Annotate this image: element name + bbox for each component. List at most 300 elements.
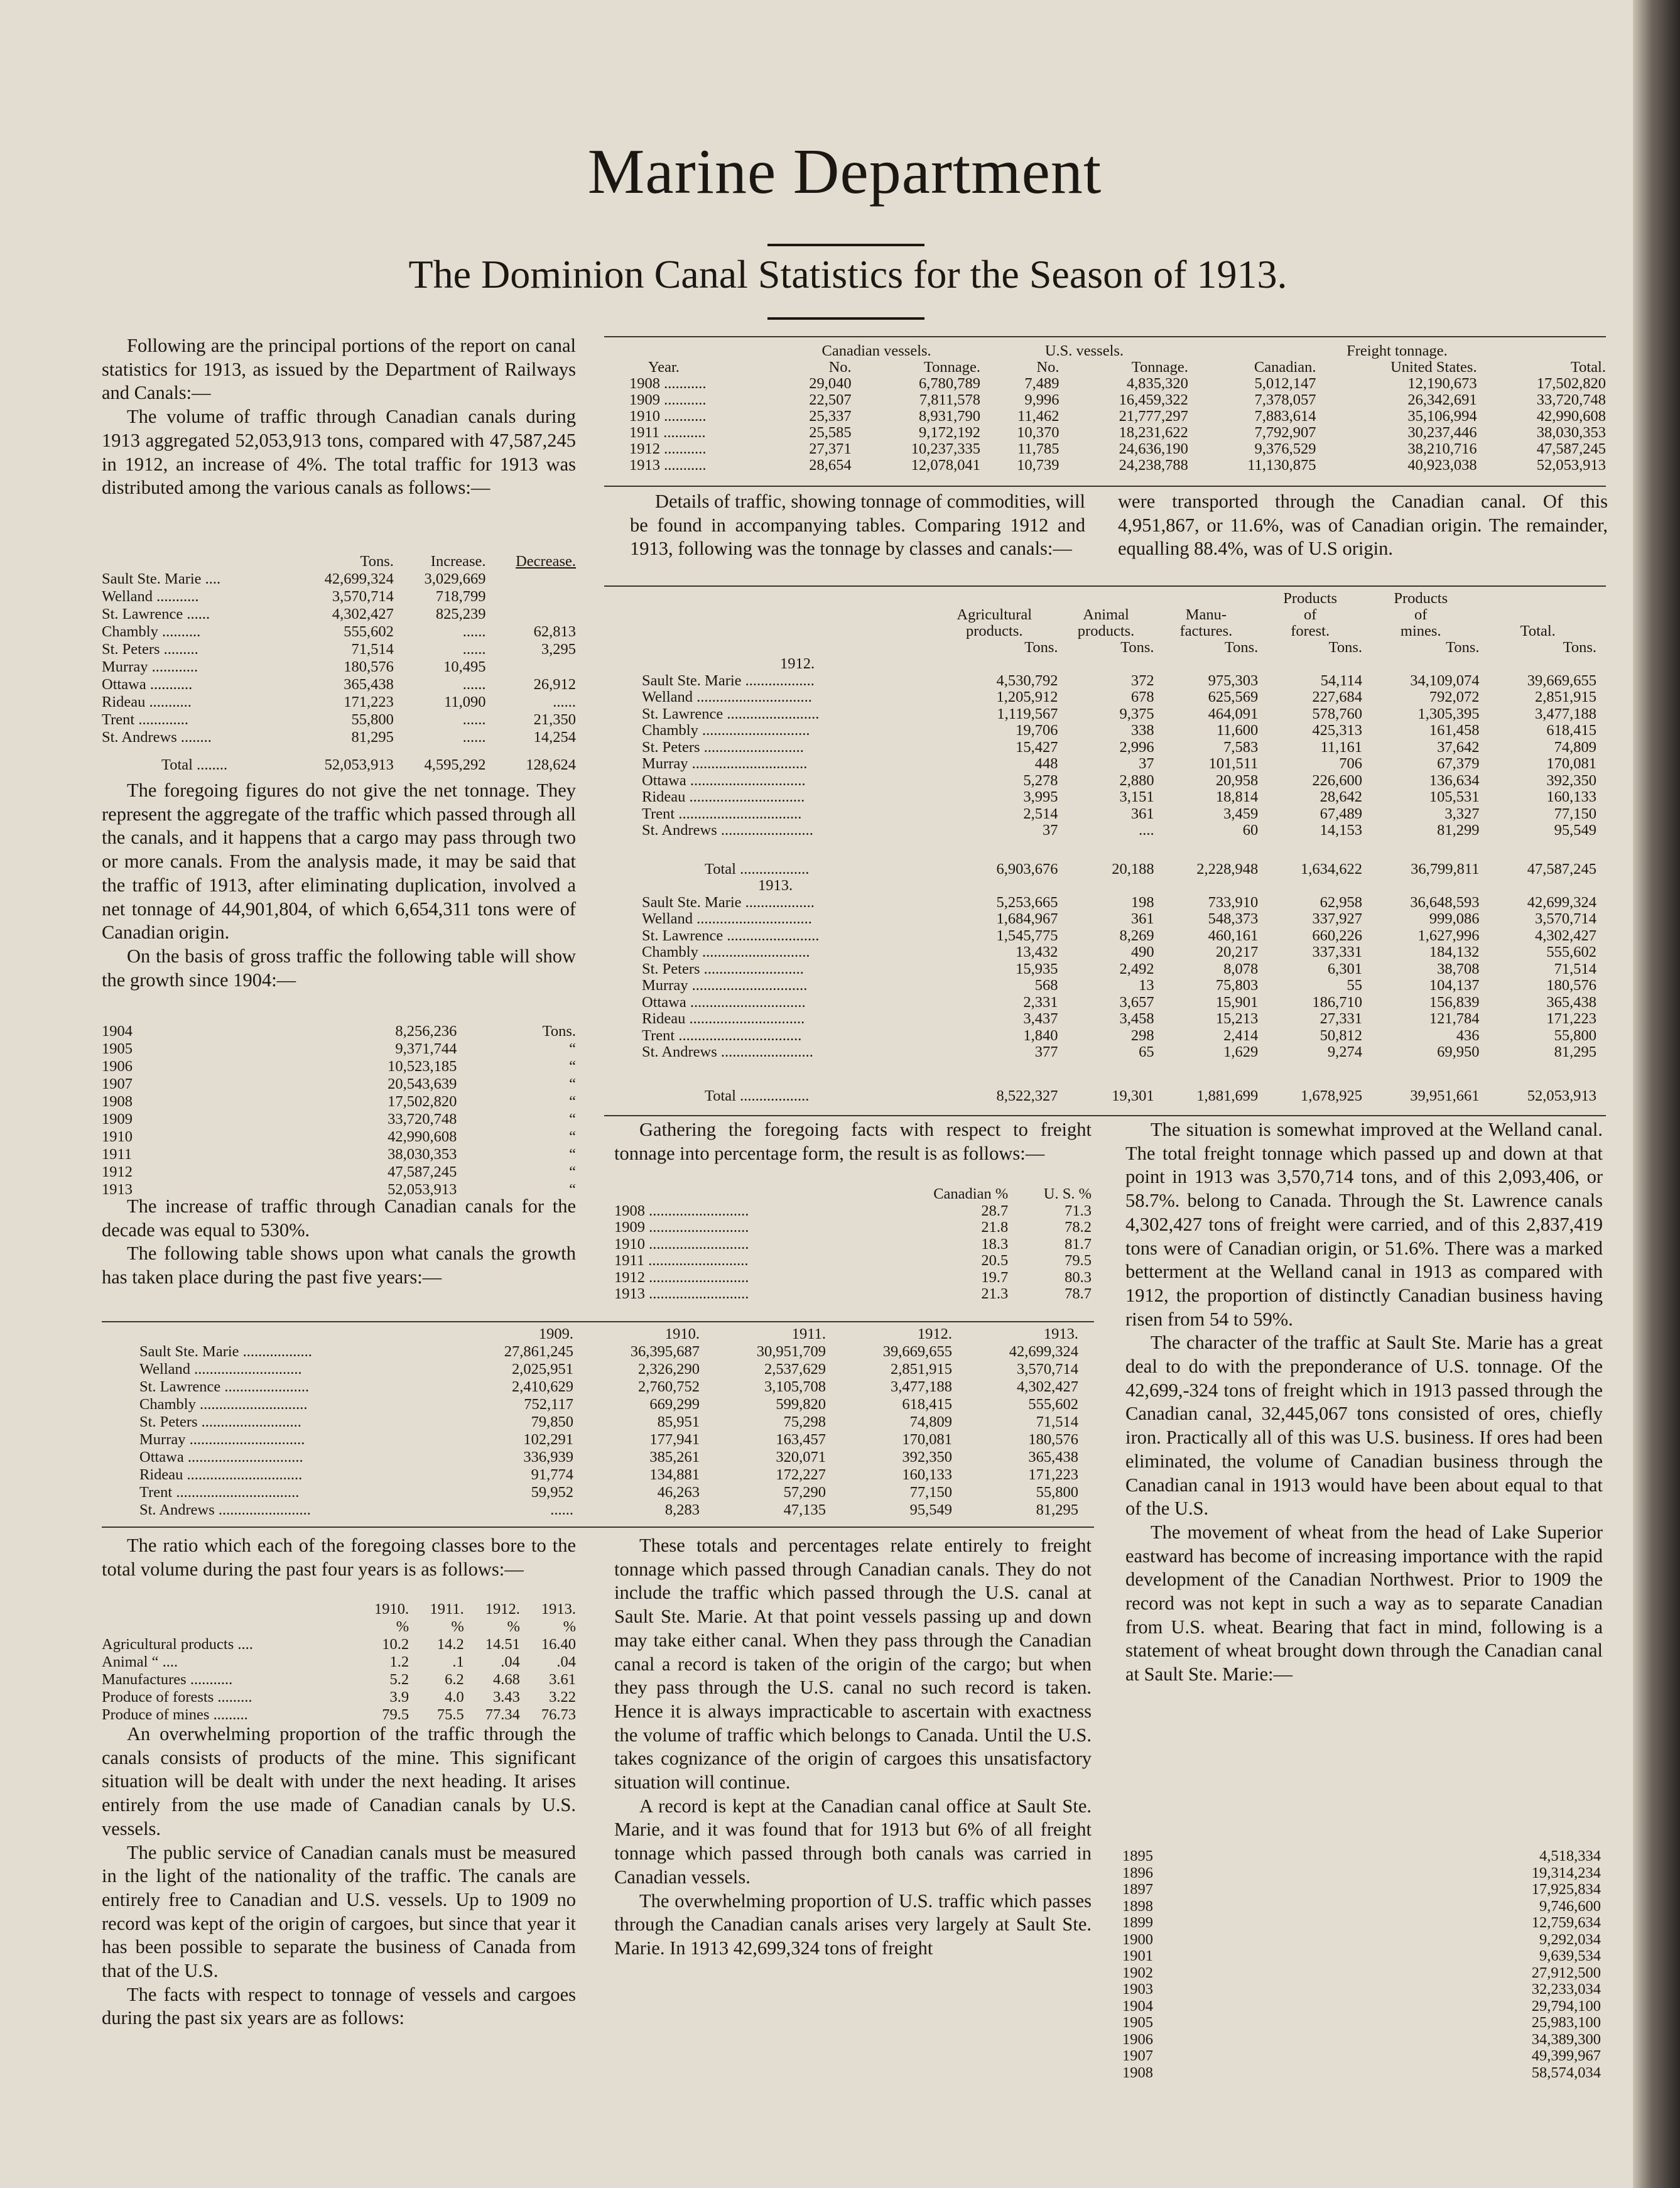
table-cell: 6,301: [1327, 960, 1363, 977]
row-label: St. Peters ..........................: [139, 1413, 301, 1430]
table-cell: 3,657: [1119, 993, 1154, 1011]
paragraph: A record is kept at the Canadian canal office at Sault Ste. Marie, and it was found that for 1913 but 6% of all freight tonnage which passed through both canals was carried in Canadian vessels.: [614, 1795, 1092, 1888]
table-row: [102, 1671, 576, 1689]
year-label: 1912.: [780, 655, 815, 672]
table-cell: 678: [1130, 689, 1154, 705]
table-cell: 1,678,925: [1301, 1087, 1363, 1104]
table-row: [642, 1027, 1596, 1044]
col-header-line: of: [1303, 606, 1317, 623]
col-header-line: products.: [1077, 623, 1135, 640]
table-cell: 28.7: [981, 1202, 1009, 1219]
table-cell: 9,292,034: [1539, 1930, 1601, 1948]
table-cell: 128,624: [526, 756, 576, 773]
percentage-intro: [614, 1118, 1092, 1165]
col-header-line: Tons.: [1024, 639, 1058, 656]
table-cell: 75.5: [436, 1706, 464, 1723]
table-cell: 29,040: [809, 375, 852, 392]
row-label: 1906: [1122, 2031, 1153, 2048]
table-cell: 80.3: [1065, 1268, 1092, 1286]
table-cell: 59,952: [531, 1484, 573, 1501]
table-row: [629, 425, 1606, 441]
year-row: [642, 878, 1596, 894]
table-cell: 3,459: [1223, 805, 1259, 822]
table-cell: ......: [462, 676, 486, 693]
total-label: Total ..................: [705, 1087, 810, 1104]
table-cell: 37: [1043, 822, 1058, 839]
table-cell: 385,261: [649, 1449, 700, 1466]
row-label: 1910 ..........................: [614, 1236, 749, 1253]
row-label: 1911 ...........: [629, 425, 706, 441]
table-row: [1122, 1948, 1601, 1965]
table-cell: 14,153: [1320, 822, 1363, 839]
table-cell: 706: [1339, 755, 1363, 772]
table-cell: 102,291: [523, 1431, 573, 1448]
table-cell: 28,654: [809, 457, 852, 474]
table-cell: 11,090: [444, 694, 486, 710]
table-cell: 2,492: [1119, 960, 1154, 977]
paragraph: On the basis of gross traffic the following table will show the growth since 1904:—: [102, 945, 576, 991]
col-header: 1909.: [538, 1325, 573, 1342]
table-cell: 81,295: [1036, 1501, 1078, 1518]
table-cell: 67,489: [1320, 805, 1363, 822]
table-cell: 36,799,811: [1411, 861, 1480, 878]
table-cell: ......: [462, 711, 486, 728]
table-cell: 46,263: [657, 1484, 700, 1501]
paragraph: The increase of traffic through Canadian canals for the decade was equal to 530%.: [102, 1195, 576, 1241]
group-header: U.S. vessels.: [1044, 342, 1124, 359]
table-cell: 448: [1034, 755, 1058, 772]
table-cell: 20.5: [981, 1252, 1009, 1269]
table-cell: 18.3: [981, 1235, 1009, 1253]
table-cell: 975,303: [1208, 672, 1259, 689]
table-row: [629, 408, 1606, 425]
table-row: [1122, 1915, 1601, 1932]
vessels-table: [629, 343, 1606, 474]
table-cell: 81.7: [1065, 1235, 1092, 1253]
table-cell: 171,223: [344, 694, 394, 710]
row-label: 1913: [102, 1181, 133, 1198]
table-cell: 6,780,789: [919, 375, 981, 392]
table-cell: 76.73: [541, 1706, 576, 1723]
table-cell: 47,587,245: [387, 1163, 457, 1180]
row-label: 1913 ...........: [629, 457, 707, 474]
table-cell: 27,912,500: [1531, 1964, 1601, 1981]
table-cell: 74,809: [1554, 738, 1596, 756]
table-cell: 177,941: [649, 1431, 700, 1448]
row-label: Produce of mines .........: [102, 1706, 248, 1723]
row-label: 1912: [102, 1163, 133, 1180]
table-cell: “: [569, 1128, 576, 1145]
table-cell: 78.2: [1065, 1219, 1092, 1236]
table-cell: 9,996: [1024, 391, 1059, 408]
table-cell: 14,254: [533, 729, 576, 746]
table-cell: 6,903,676: [996, 861, 1058, 878]
table-cell: 161,458: [1429, 722, 1480, 739]
table-cell: 4,530,792: [996, 672, 1058, 689]
col-header: [1058, 591, 1154, 656]
table-cell: 81,295: [1554, 1043, 1596, 1060]
table-row: [1122, 1865, 1601, 1882]
col-header: Year.: [648, 359, 680, 376]
table-cell: 15,213: [1215, 1010, 1259, 1027]
table-cell: 30,237,446: [1407, 424, 1477, 441]
row-label: 1906: [102, 1058, 133, 1075]
col-header: Canadian %: [933, 1185, 1009, 1202]
table-row: [629, 441, 1606, 457]
col-header: 1911.: [430, 1601, 464, 1618]
table-cell: 38,030,353: [1536, 424, 1606, 441]
table-cell: 752,117: [524, 1396, 573, 1413]
paragraph: The following table shows upon what canals the growth has taken place during the past five years:—: [102, 1243, 576, 1288]
row-label: Welland ..............................: [642, 689, 812, 705]
table-cell: 361: [1130, 805, 1154, 822]
table-cell: 101,511: [1208, 755, 1259, 772]
table-row: [614, 1269, 1092, 1286]
row-label: St. Andrews ........: [102, 729, 212, 746]
table-cell: 27,331: [1320, 1010, 1363, 1027]
col-header-line: Products: [1283, 590, 1338, 607]
table-row: [642, 722, 1596, 739]
table-cell: 3,570,714: [332, 588, 394, 605]
row-label: 1900: [1122, 1931, 1153, 1948]
divider: [604, 486, 1606, 487]
table-cell: 1,205,912: [996, 689, 1058, 705]
col-header: 1912.: [917, 1325, 952, 1342]
row-label: 1909 ..........................: [614, 1219, 749, 1236]
table-cell: 39,669,655: [1527, 672, 1596, 689]
table-row: [642, 756, 1596, 773]
table-row: [1122, 2015, 1601, 2032]
table-cell: 52,053,913: [324, 756, 394, 773]
table-cell: 198: [1130, 893, 1154, 911]
table-cell: 42,990,608: [387, 1128, 457, 1145]
paragraph: The facts with respect to tonnage of vessels and cargoes during the past six years are as follows:: [102, 1983, 576, 2029]
table-cell: 1.2: [389, 1653, 409, 1670]
row-label: 1899: [1122, 1915, 1153, 1931]
table-cell: ......: [550, 1501, 573, 1518]
table-cell: 160,133: [902, 1466, 952, 1483]
table-cell: ......: [462, 623, 486, 640]
table-cell: 2,025,951: [512, 1361, 573, 1378]
table-cell: 578,760: [1312, 705, 1363, 722]
row-label: 1912 ..........................: [614, 1269, 749, 1286]
table-cell: 7,883,614: [1254, 408, 1316, 425]
col-header-line: factures.: [1179, 623, 1233, 640]
table-cell: 105,531: [1429, 788, 1480, 805]
table-cell: 377: [1034, 1043, 1058, 1060]
table-cell: 2,851,915: [1535, 689, 1596, 705]
table-cell: 792,072: [1429, 689, 1480, 705]
year-row: [642, 656, 1596, 672]
table-cell: 718,799: [435, 588, 486, 605]
col-header-line: Tons.: [1563, 639, 1596, 656]
table-cell: 21,777,297: [1119, 408, 1188, 425]
table-cell: 3.9: [389, 1689, 409, 1706]
table-cell: 17,502,820: [1536, 375, 1606, 392]
growth-text: [102, 1195, 576, 1290]
col-header: U. S. %: [1043, 1185, 1092, 1202]
table-cell: 15,935: [1016, 960, 1058, 977]
table-cell: 81,299: [1437, 822, 1480, 839]
table-header-row: [139, 1325, 1078, 1343]
table-row: [1122, 2032, 1601, 2049]
table-row: [102, 1706, 576, 1724]
table-cell: 38,210,716: [1407, 440, 1477, 457]
table-cell: 79.5: [1065, 1252, 1092, 1269]
table-cell: 6.2: [445, 1671, 464, 1688]
table-cell: 3,437: [1023, 1010, 1058, 1027]
row-label: 1897: [1122, 1881, 1153, 1898]
row-label: Sault Ste. Marie ..................: [642, 894, 815, 911]
table-cell: 1,119,567: [997, 705, 1058, 722]
row-label: St. Andrews ........................: [642, 822, 813, 839]
table-cell: 10,495: [443, 658, 486, 675]
col-header-line: of: [1414, 606, 1428, 623]
table-cell: ......: [553, 694, 576, 710]
table-row: [614, 1202, 1092, 1219]
table-cell: 568: [1034, 977, 1058, 994]
table-cell: 95,549: [909, 1501, 952, 1518]
growth-table: [102, 1023, 576, 1199]
table-cell: 9,371,744: [395, 1040, 457, 1057]
table-cell: [486, 606, 576, 623]
col-header-line: mines.: [1400, 623, 1441, 640]
table-cell: 336,939: [523, 1449, 573, 1466]
row-label: St. Andrews ........................: [139, 1501, 311, 1518]
table-cell: 19.7: [981, 1268, 1009, 1286]
row-label: 1911: [102, 1146, 133, 1163]
total-row: [642, 1060, 1596, 1104]
table-cell: 7,792,907: [1254, 424, 1316, 441]
table-cell: 36,395,687: [630, 1343, 700, 1360]
table-row: [139, 1378, 1078, 1396]
row-label: 1910 ...........: [629, 408, 707, 425]
table-cell: 337,331: [1312, 944, 1363, 961]
table-row: [139, 1413, 1078, 1431]
paragraph: The overwhelming proportion of U.S. traffic which passes through the Canadian canals arises very largely at Sault Ste. Marie. In 1913 42,699,324 tons of freight: [614, 1890, 1092, 1959]
table-cell: 30,951,709: [756, 1343, 826, 1360]
table-cell: 365,438: [1028, 1449, 1078, 1466]
table-cell: “: [569, 1146, 576, 1163]
row-label: 1896: [1122, 1864, 1153, 1881]
col-header: No.: [828, 359, 852, 376]
col-header: [1362, 591, 1479, 656]
table-cell: 163,457: [776, 1431, 826, 1448]
col-header: United States.: [1390, 359, 1477, 376]
table-cell: 490: [1130, 944, 1154, 961]
table-cell: 4.0: [445, 1689, 464, 1706]
table-row: [102, 588, 576, 606]
table-cell: 338: [1130, 722, 1154, 739]
table-cell: 555,602: [1546, 944, 1596, 961]
table-row: [629, 376, 1606, 392]
table-cell: 8,269: [1119, 927, 1154, 944]
table-cell: 33,720,748: [387, 1111, 457, 1128]
col-header: [1258, 591, 1362, 656]
table-cell: 75,298: [783, 1413, 826, 1430]
table-row: [139, 1501, 1078, 1519]
table-cell: 172,227: [776, 1466, 826, 1483]
table-cell: 21.3: [981, 1285, 1009, 1302]
table-row: [1122, 1932, 1601, 1949]
table-cell: 618,415: [1546, 722, 1596, 739]
table-row: [102, 1058, 576, 1075]
paragraph: The public service of Canadian canals must be measured in the light of the nationality of the traffic. The canals are entirely free to Canadian and U.S. vessels. Up to 1909 no record was kept of the origin of cargoes, but since that year it has been possible to separate the business of Canada from that of the U.S.: [102, 1841, 576, 1982]
table-cell: 12,759,634: [1531, 1914, 1601, 1931]
table-cell: 3,151: [1119, 788, 1154, 805]
table-cell: 1,629: [1223, 1043, 1259, 1060]
table-cell: 75,803: [1215, 977, 1259, 994]
row-label: Ottawa ..............................: [642, 994, 806, 1011]
table-cell: 37: [1139, 755, 1154, 772]
table-cell: 77,150: [909, 1484, 952, 1501]
table-cell: 49,399,967: [1531, 2047, 1601, 2064]
col-header: 1913.: [541, 1601, 576, 1618]
col-header-line: Tons.: [1446, 639, 1480, 656]
group-header-row: [629, 343, 1606, 359]
table-cell: 55,800: [1036, 1484, 1078, 1501]
table-cell: 24,238,788: [1119, 457, 1188, 474]
table-cell: 19,301: [1112, 1087, 1154, 1104]
table-cell: 85,951: [657, 1413, 700, 1430]
table-cell: 74,809: [909, 1413, 952, 1430]
table-row: [642, 927, 1596, 944]
table-cell: 13,432: [1016, 944, 1058, 961]
row-label: St. Andrews ........................: [642, 1043, 813, 1060]
table-cell: 81,295: [351, 729, 394, 746]
row-label: 1905: [1122, 2015, 1153, 2031]
divider: [102, 1321, 1094, 1322]
table-cell: 78.7: [1065, 1285, 1092, 1302]
table-row: [139, 1484, 1078, 1501]
table-row: [642, 944, 1596, 961]
col-header-line: forest.: [1291, 623, 1330, 640]
right-column-text: [1125, 1118, 1603, 1687]
table-cell: 47,587,245: [1527, 861, 1596, 878]
table-cell: 42,699,324: [1009, 1343, 1078, 1360]
col-header-line: products.: [966, 623, 1023, 640]
table-cell: 10.2: [382, 1636, 409, 1653]
table-cell: 20,543,639: [387, 1075, 457, 1092]
table-cell: 669,299: [649, 1396, 700, 1413]
total-label: Total ........: [161, 756, 228, 773]
table-cell: 460,161: [1208, 927, 1259, 944]
table-cell: 136,634: [1429, 771, 1480, 789]
percentage-table: [614, 1186, 1092, 1302]
row-label: 1908 ...........: [629, 376, 707, 392]
table-row: [139, 1466, 1078, 1484]
table-cell: 20,188: [1112, 861, 1154, 878]
table-cell: 9,274: [1327, 1043, 1363, 1060]
table-cell: 12,190,673: [1407, 375, 1477, 392]
row-label: Murray ............: [102, 658, 198, 675]
table-header-row: [642, 591, 1596, 656]
row-label: Trent .............: [102, 711, 188, 728]
paragraph: Gathering the foregoing facts with respect to freight tonnage into percentage form, the result is as follows:—: [614, 1119, 1092, 1164]
table-cell: 3,029,669: [424, 570, 486, 587]
table-header-row: [102, 1601, 576, 1618]
row-label: Chambly ............................: [642, 722, 810, 739]
row-label: Trent ................................: [642, 1027, 802, 1044]
table-row: [642, 894, 1596, 911]
row-label: St. Peters ..........................: [642, 961, 804, 977]
table-cell: 19,314,234: [1531, 1864, 1601, 1881]
col-header: 1910.: [664, 1325, 700, 1342]
table-cell: “: [569, 1181, 576, 1198]
table-row: [614, 1253, 1092, 1270]
table-cell: 71,514: [1554, 960, 1596, 977]
table-cell: .1: [452, 1653, 464, 1670]
table-cell: 625,569: [1208, 689, 1259, 705]
col-header-line: Animal: [1083, 606, 1129, 623]
row-label: Rideau ..............................: [139, 1466, 303, 1483]
col-header: Tons.: [360, 553, 394, 570]
table-cell: 50,812: [1320, 1026, 1363, 1044]
details-text-right: [1118, 490, 1608, 561]
table-cell: 5,278: [1023, 771, 1058, 789]
table-row: [102, 1040, 576, 1058]
table-cell: 36,648,593: [1410, 893, 1480, 911]
group-header: Freight tonnage.: [1347, 342, 1448, 359]
table-cell: 8,078: [1223, 960, 1259, 977]
row-label: Welland ...........: [102, 588, 199, 605]
table-cell: 42,699,324: [324, 570, 394, 587]
table-cell: 170,081: [1546, 755, 1596, 772]
table-cell: 337,927: [1312, 910, 1363, 927]
table-cell: 5.2: [389, 1671, 409, 1688]
table-row: [102, 1023, 576, 1040]
table-row: [102, 570, 576, 588]
bottom-middle-text: [614, 1534, 1092, 1961]
row-label: 1908: [102, 1093, 133, 1110]
table-cell: 3,995: [1023, 788, 1058, 805]
row-label: Rideau ..............................: [642, 1010, 805, 1027]
row-label: Welland ..............................: [642, 910, 812, 927]
divider: [604, 585, 1606, 587]
table-row: [139, 1449, 1078, 1466]
table-row: [102, 711, 576, 729]
table-cell: 55,800: [351, 711, 394, 728]
table-row: [102, 1636, 576, 1653]
table-cell: 121,784: [1429, 1010, 1480, 1027]
table-row: [102, 1689, 576, 1706]
table-cell: 7,489: [1024, 375, 1059, 392]
table-cell: 180,576: [1028, 1431, 1078, 1448]
table-cell: 62,958: [1320, 893, 1363, 911]
table-cell: 184,132: [1429, 944, 1480, 961]
table-cell: “: [569, 1163, 576, 1180]
table-cell: 54,114: [1320, 672, 1363, 689]
table-cell: 3,570,714: [1535, 910, 1596, 927]
table-row: [139, 1343, 1078, 1361]
total-label: Total ..................: [705, 861, 810, 878]
table-cell: 52,053,913: [1527, 1087, 1596, 1104]
table-cell: “: [569, 1075, 576, 1092]
col-header: Increase.: [430, 553, 486, 570]
col-header-line: Tons.: [1328, 639, 1363, 656]
row-label: St. Lawrence ........................: [642, 705, 820, 722]
table-header-row: [102, 553, 576, 570]
table-cell: 365,438: [344, 676, 394, 693]
table-row: [139, 1431, 1078, 1449]
row-label: 1908 ..........................: [614, 1202, 749, 1219]
row-label: Ottawa ...........: [102, 676, 193, 693]
table-cell: 22,507: [809, 391, 852, 408]
table-row: [139, 1361, 1078, 1378]
row-label: Trent ................................: [642, 805, 802, 822]
table-row: [102, 1111, 576, 1128]
table-row: [1122, 1981, 1601, 1998]
